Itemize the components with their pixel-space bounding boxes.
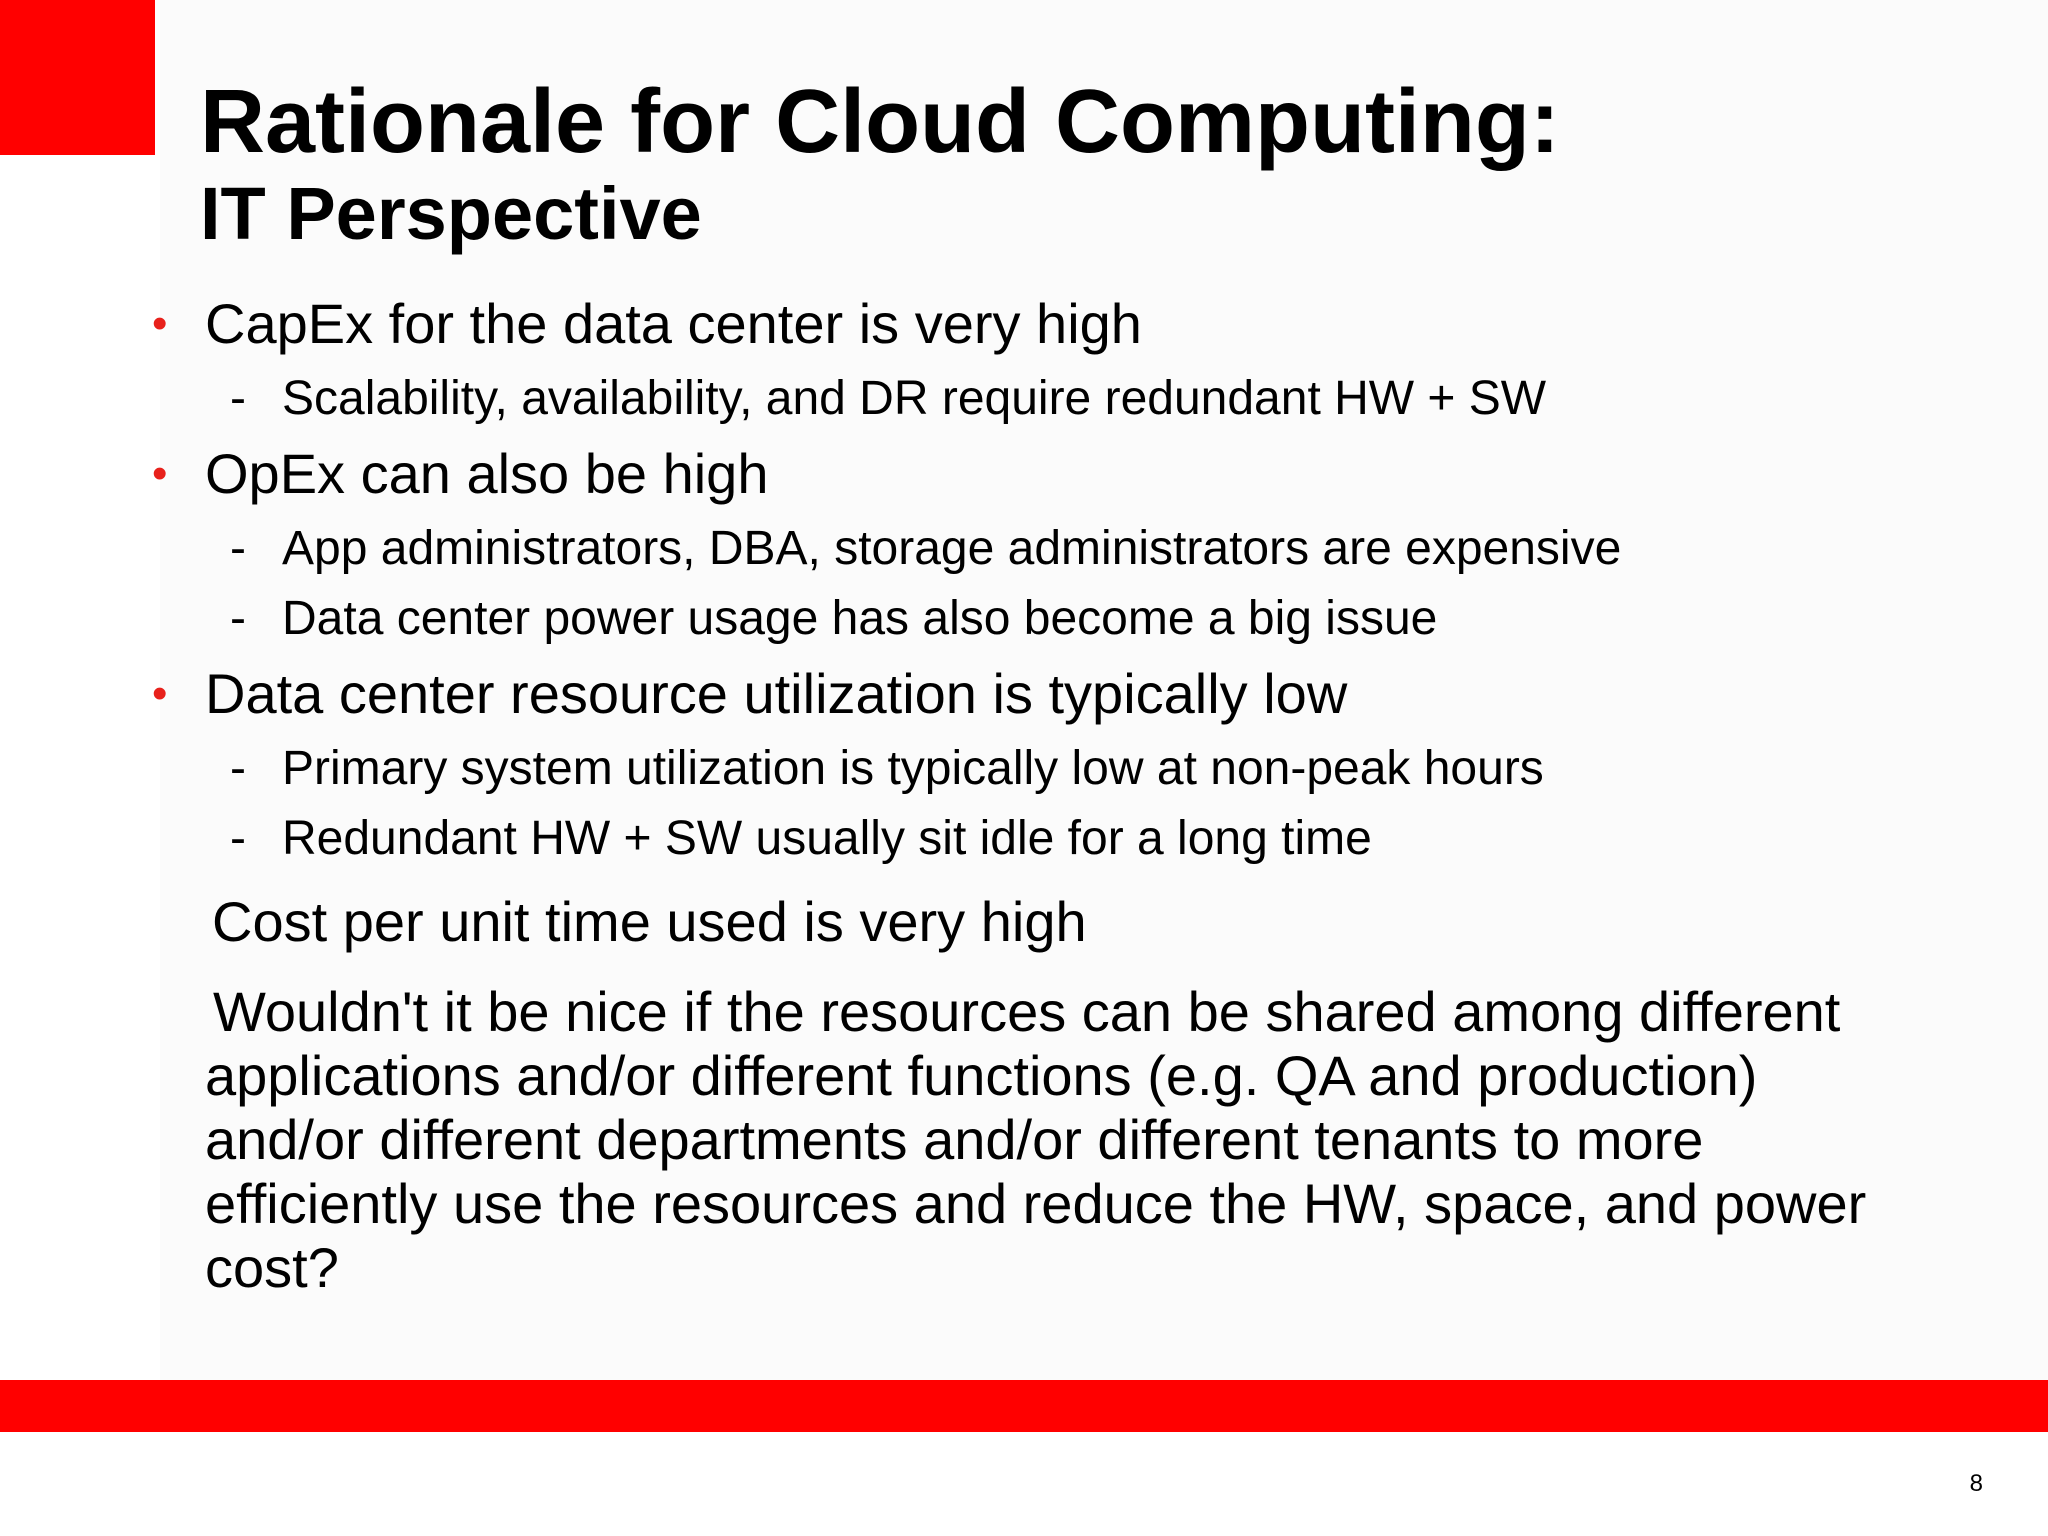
bullet-marker-icon: • (152, 669, 168, 718)
sub-bullet-marker: - (230, 742, 246, 795)
sub-bullet-marker: - (230, 592, 246, 645)
sub-bullet-item (0, 740, 2048, 798)
sub-bullet-marker: - (230, 522, 246, 575)
bullet-item (0, 660, 2048, 728)
slide-subtitle: IT Perspective (200, 172, 702, 255)
slide-title: Rationale for Cloud Computing: (200, 72, 1560, 172)
corner-accent-block (0, 0, 155, 155)
sub-bullet-item (0, 520, 2048, 578)
sub-bullet-item (0, 370, 2048, 428)
bullet-item (0, 290, 2048, 358)
sub-bullet-marker: - (230, 812, 246, 865)
sub-bullet-text: Redundant HW + SW usually sit idle for a long time (282, 812, 1372, 865)
sub-bullet-text: Data center power usage has also become a big issue (282, 592, 1438, 645)
sub-bullet-text: Scalability, availability, and DR require redundant HW + SW (282, 372, 1547, 425)
sub-bullet-item (0, 590, 2048, 648)
sub-bullet-text: App administrators, DBA, storage administrators are expensive (282, 522, 1622, 575)
bullet-item (0, 440, 2048, 508)
cost-statement: Cost per unit time used is very high (212, 890, 1087, 953)
page-number: 8 (1969, 1470, 1983, 1497)
bullet-text: Data center resource utilization is typically low (205, 662, 1348, 725)
footer-accent-band (0, 1380, 2048, 1432)
bullet-list (0, 290, 2048, 880)
bullet-marker-icon: • (152, 299, 168, 348)
sub-bullet-text: Primary system utilization is typically low at non-peak hours (282, 742, 1544, 795)
sub-bullet-marker: - (230, 372, 246, 425)
bullet-marker-icon: • (152, 449, 168, 498)
bullet-text: CapEx for the data center is very high (205, 292, 1142, 355)
sharing-question: Wouldn't it be nice if the resources can be shared among different applications and/or different functions (e.g. QA and production) and/or different departments and/or different tenants to more efficiently use the resources and reduce the HW, space, and power cost? (205, 980, 1867, 1299)
bullet-text: OpEx can also be high (205, 442, 769, 505)
sub-bullet-item (0, 810, 2048, 868)
